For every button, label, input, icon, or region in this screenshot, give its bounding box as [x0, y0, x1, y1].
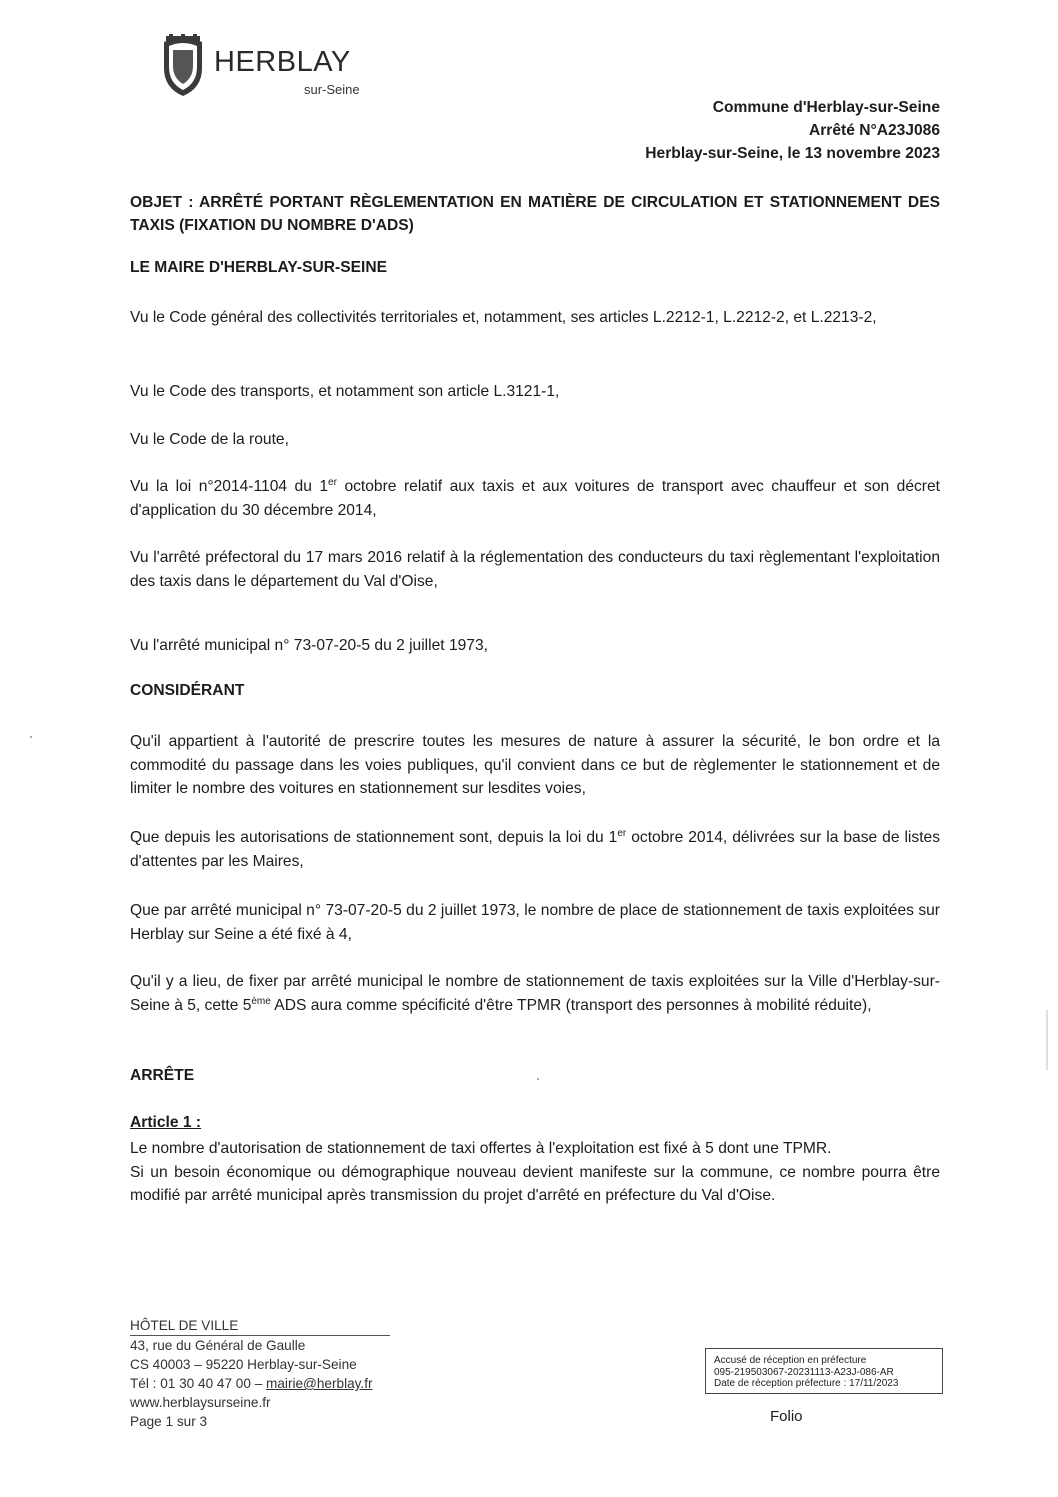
article-1-title: Article 1 :: [130, 1114, 202, 1131]
arrete-number: Arrêté N°A23J086: [808, 122, 940, 139]
footer-address-1: 43, rue du Général de Gaulle: [130, 1338, 306, 1353]
considerant-paragraph-3: Que par arrêté municipal n° 73-07-20-5 du 2 juillet 1973, le nombre de place de stationnement de taxis exploitées sur Herblay sur Seine a été fixé à 4,: [130, 902, 940, 943]
footer-address: [130, 1316, 390, 1431]
footer-website-link[interactable]: www.herblaysurseine.fr: [130, 1395, 271, 1410]
folio-label: Folio: [770, 1408, 803, 1425]
footer-email-link[interactable]: mairie@herblay.fr: [266, 1376, 373, 1391]
logo-name: HERBLAY: [214, 46, 351, 78]
document-object: OBJET : ARRÊTÉ PORTANT RÈGLEMENTATION EN MATIÈRE DE CIRCULATION ET STATIONNEMENT DES TAXIS (FIXATION DU NOMBRE D'ADS): [130, 194, 940, 234]
document-date: Herblay-sur-Seine, le 13 novembre 2023: [645, 145, 940, 162]
stamp-line-3: Date de réception préfecture : 17/11/2023: [714, 1378, 899, 1389]
stamp-line-2: 095-219503067-20231113-A23J-086-AR: [714, 1366, 894, 1378]
considerant-2-sup: er: [617, 827, 627, 839]
scan-speck: [30, 736, 32, 738]
footer-address-2: CS 40003 – 95220 Herblay-sur-Seine: [130, 1357, 357, 1372]
vu-paragraph-1: Vu le Code général des collectivités territoriales et, notamment, ses articles L.2212-1, L.2212-2, et L.2213-2,: [130, 309, 877, 326]
scan-edge: [1046, 1010, 1048, 1070]
considerant-4-text-b: ADS aura comme spécificité d'être TPMR (transport des personnes à mobilité réduite),: [270, 996, 872, 1014]
footer-page-number: Page 1 sur 3: [130, 1414, 208, 1429]
coat-of-arms-icon: [160, 34, 206, 98]
considerant-paragraph-1: Qu'il appartient à l'autorité de prescrire toutes les mesures de nature à assurer la sécurité, le bon ordre et la commodité du passage dans les voies publiques, qu'il convient dans ce but de règlementer le stationnement et de limiter le nombre des voitures en stationnement sur lesdites voies,: [130, 733, 940, 798]
footer-title: HÔTEL DE VILLE: [130, 1316, 390, 1336]
considerant-heading: CONSIDÉRANT: [130, 682, 245, 699]
vu-paragraph-6: Vu l'arrêté municipal n° 73-07-20-5 du 2 juillet 1973,: [130, 637, 488, 654]
arrete-heading: ARRÊTE: [130, 1067, 195, 1084]
considerant-4-sup: ème: [251, 995, 271, 1007]
considerant-4-text-a: Qu'il y a lieu, de fixer par arrêté municipal le nombre de stationnement de taxis exploitées sur la Ville d'Herblay-sur-Seine à 5, cette 5: [130, 973, 940, 1014]
vu-paragraph-4: [130, 475, 940, 522]
herblay-logo: [160, 34, 400, 106]
document-header: [645, 96, 940, 165]
prefecture-receipt-stamp: [705, 1348, 943, 1394]
considerant-2-text-b: octobre 2014, délivrées sur la base de listes d'attentes par les Maires,: [130, 829, 940, 870]
article-1-line-1: Le nombre d'autorisation de stationnement de taxi offertes à l'exploitation est fixé à 5 dont une TPMR.: [130, 1140, 832, 1157]
vu-paragraph-5: Vu l'arrêté préfectoral du 17 mars 2016 relatif à la réglementation des conducteurs du taxi règlementant l'exploitation des taxis dans le département du Val d'Oise,: [130, 549, 940, 590]
vu-4-sup: er: [328, 476, 337, 488]
footer-phone: Tél : 01 30 40 47 00 –: [130, 1376, 267, 1391]
article-1-line-2: Si un besoin économique ou démographique nouveau devient manifeste sur la commune, ce nombre pourra être modifié par arrêté municipal après transmission du projet d'arrêté en préfecture du Val d'Oise.: [130, 1163, 940, 1205]
considerant-2-text-a: Que depuis les autorisations de stationnement sont, depuis la loi du 1: [130, 829, 618, 846]
logo-subtitle: sur-Seine: [304, 82, 360, 97]
article-1-body: [130, 1137, 940, 1208]
mayor-heading: LE MAIRE D'HERBLAY-SUR-SEINE: [130, 259, 387, 276]
considerant-paragraph-2: [130, 826, 940, 873]
considerant-paragraph-4: [130, 970, 940, 1017]
stamp-line-1: Accusé de réception en préfecture: [714, 1355, 867, 1366]
scan-speck: [537, 1078, 539, 1080]
vu-paragraph-3: Vu le Code de la route,: [130, 431, 289, 448]
vu-4-text-a: Vu la loi n°2014-1104 du 1: [130, 478, 329, 495]
commune-name: Commune d'Herblay-sur-Seine: [712, 99, 940, 116]
vu-4-text-b: octobre relatif aux taxis et aux voitures de transport avec chauffeur et son décret d'application du 30 décembre 2014,: [130, 478, 940, 519]
vu-paragraph-2: Vu le Code des transports, et notamment son article L.3121-1,: [130, 383, 560, 400]
footer-phone-line: [130, 1374, 390, 1393]
